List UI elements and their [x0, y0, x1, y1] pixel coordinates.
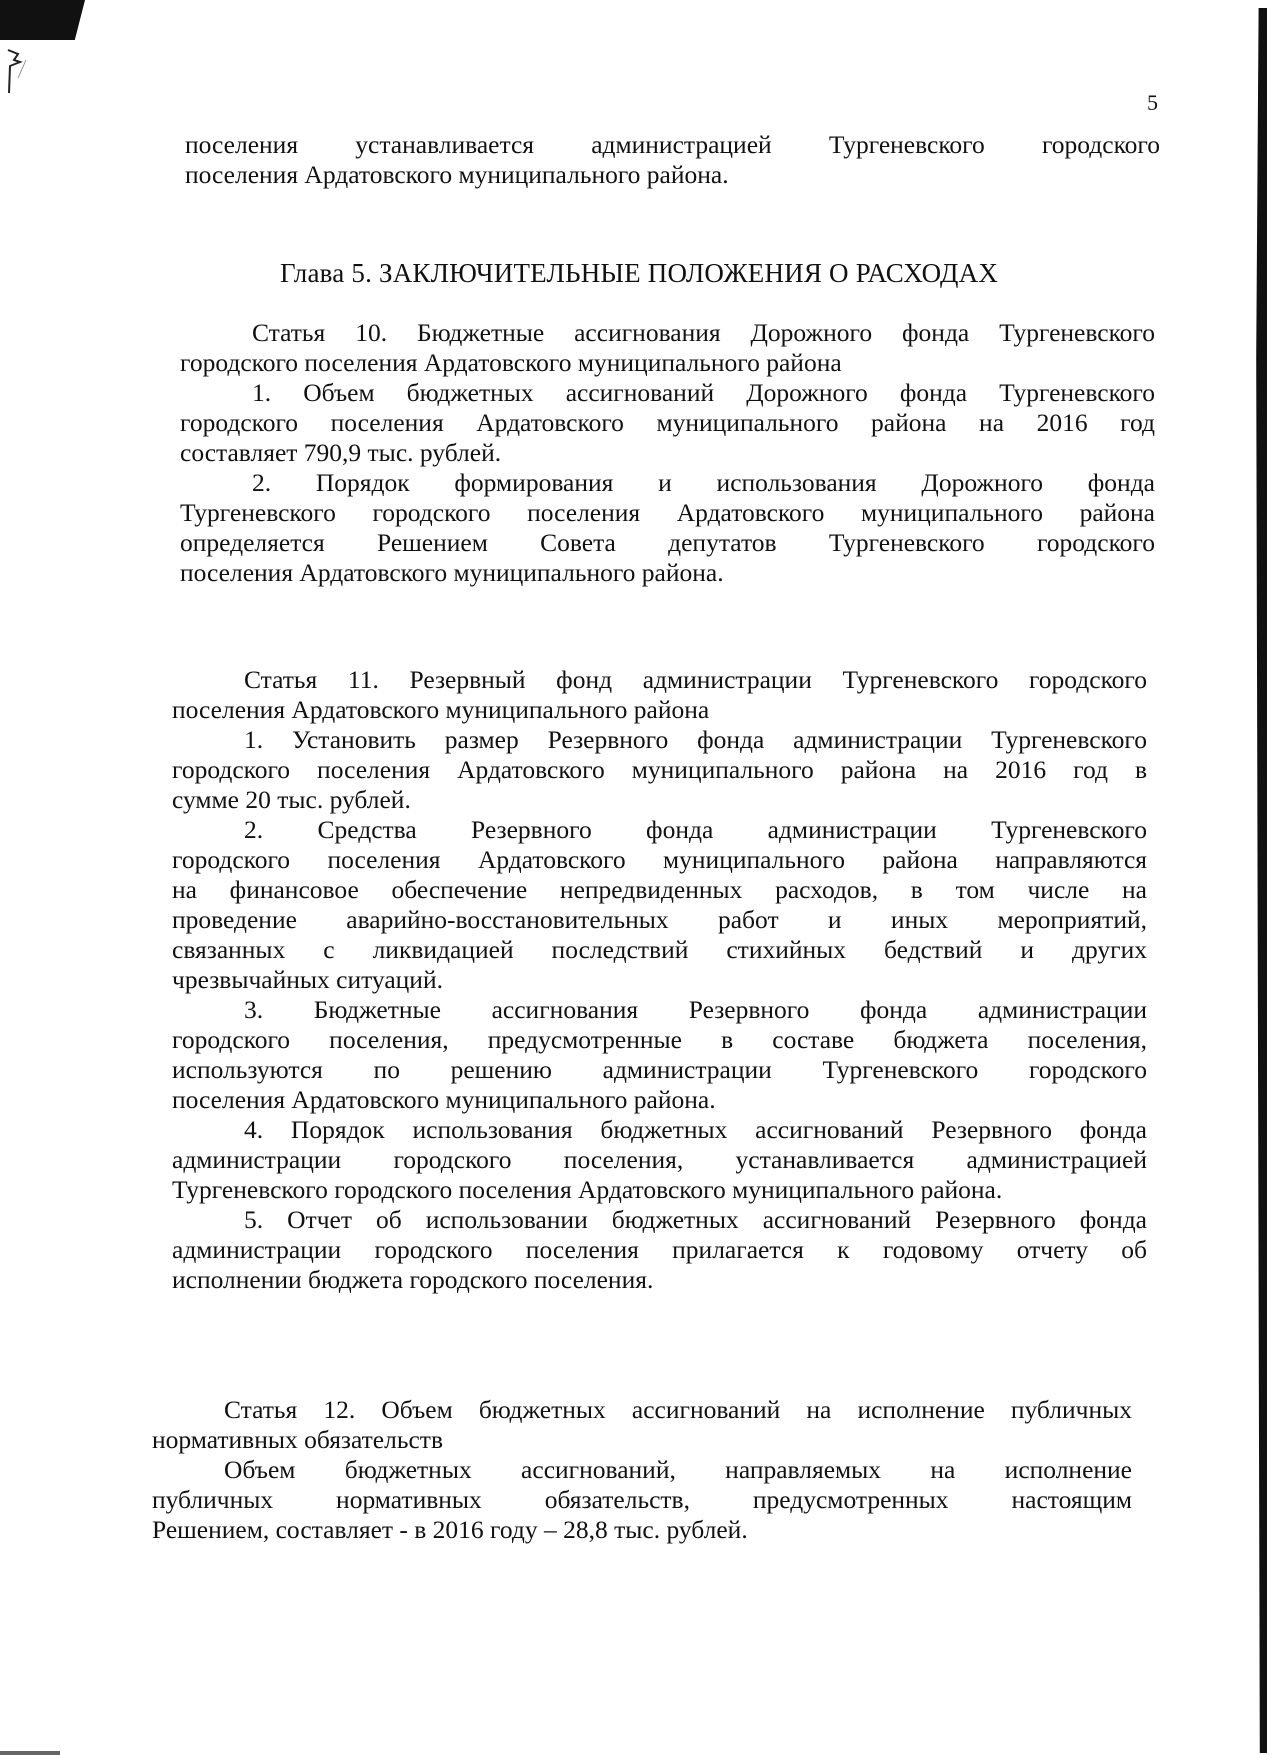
- text-line: определяется Решением Совета депутатов Тургеневского городского: [180, 528, 1155, 557]
- text-line: городского поселения Ардатовского муниципального района на 2016 год в: [172, 755, 1147, 784]
- text-line: поселения Ардатовского муниципального района.: [172, 1085, 716, 1114]
- article-heading: нормативных обязательств: [152, 1425, 443, 1454]
- text-line: Объем бюджетных ассигнований, направляемых на исполнение: [224, 1455, 1132, 1484]
- scan-right-edge: [1253, 0, 1275, 1755]
- text-line: сумме 20 тыс. рублей.: [172, 785, 411, 814]
- article-heading: городского поселения Ардатовского муниципального района: [180, 348, 842, 377]
- scan-bottom-artifact: [0, 1751, 60, 1755]
- text-line: 1. Объем бюджетных ассигнований Дорожного фонда Тургеневского: [252, 378, 1155, 407]
- text-line: Тургеневского городского поселения Ардатовского муниципального района.: [172, 1175, 1003, 1204]
- text-line: Решением, составляет - в 2016 году – 28,8 тыс. рублей.: [152, 1515, 748, 1544]
- article-10: [180, 318, 1155, 588]
- text-line: составляет 790,9 тыс. рублей.: [180, 438, 502, 467]
- article-11: [172, 665, 1147, 1295]
- article-heading: Статья 11. Резервный фонд администрации Тургеневского городского: [244, 665, 1147, 694]
- scan-smudge-icon: [6, 48, 36, 98]
- text-line: поселения Ардатовского муниципального района.: [185, 160, 729, 189]
- text-line: на финансовое обеспечение непредвиденных расходов, в том числе на: [172, 875, 1147, 904]
- text-line: Тургеневского городского поселения Ардатовского муниципального района: [180, 498, 1155, 527]
- text-line: 2. Порядок формирования и использования Дорожного фонда: [252, 468, 1155, 497]
- article-heading: Статья 12. Объем бюджетных ассигнований на исполнение публичных: [224, 1395, 1132, 1424]
- text-line: 1. Установить размер Резервного фонда администрации Тургеневского: [244, 725, 1147, 754]
- text-line: администрации городского поселения прилагается к годовому отчету об: [172, 1235, 1147, 1264]
- text-line: поселения устанавливается администрацией Тургеневского городского: [185, 130, 1160, 159]
- text-line: городского поселения, предусмотренные в составе бюджета поселения,: [172, 1025, 1147, 1054]
- scan-corner-artifact: [0, 0, 85, 40]
- text-line: 5. Отчет об использовании бюджетных ассигнований Резервного фонда: [244, 1205, 1147, 1234]
- intro-paragraph: [185, 130, 1160, 190]
- article-heading: Статья 10. Бюджетные ассигнования Дорожного фонда Тургеневского: [252, 318, 1155, 347]
- text-line: городского поселения Ардатовского муниципального района направляются: [172, 845, 1147, 874]
- text-line: администрации городского поселения, устанавливается администрацией: [172, 1145, 1147, 1174]
- text-line: 3. Бюджетные ассигнования Резервного фонда администрации: [244, 995, 1147, 1024]
- page-number: 5: [1147, 90, 1158, 115]
- text-line: 2. Средства Резервного фонда администрации Тургеневского: [244, 815, 1147, 844]
- text-line: используются по решению администрации Тургеневского городского: [172, 1055, 1147, 1084]
- article-heading: поселения Ардатовского муниципального района: [172, 695, 710, 724]
- text-line: публичных нормативных обязательств, предусмотренных настоящим: [152, 1485, 1132, 1514]
- text-line: 4. Порядок использования бюджетных ассигнований Резервного фонда: [244, 1115, 1147, 1144]
- chapter-title: Глава 5. ЗАКЛЮЧИТЕЛЬНЫЕ ПОЛОЖЕНИЯ О РАСХОДАХ: [280, 258, 999, 288]
- text-line: поселения Ардатовского муниципального района.: [180, 558, 724, 587]
- text-line: городского поселения Ардатовского муниципального района на 2016 год: [180, 408, 1155, 437]
- text-line: чрезвычайных ситуаций.: [172, 965, 443, 994]
- text-line: проведение аварийно-восстановительных работ и иных мероприятий,: [172, 905, 1147, 934]
- article-12: [152, 1395, 1132, 1545]
- text-line: связанных с ликвидацией последствий стихийных бедствий и других: [172, 935, 1147, 964]
- text-line: исполнении бюджета городского поселения.: [172, 1265, 654, 1294]
